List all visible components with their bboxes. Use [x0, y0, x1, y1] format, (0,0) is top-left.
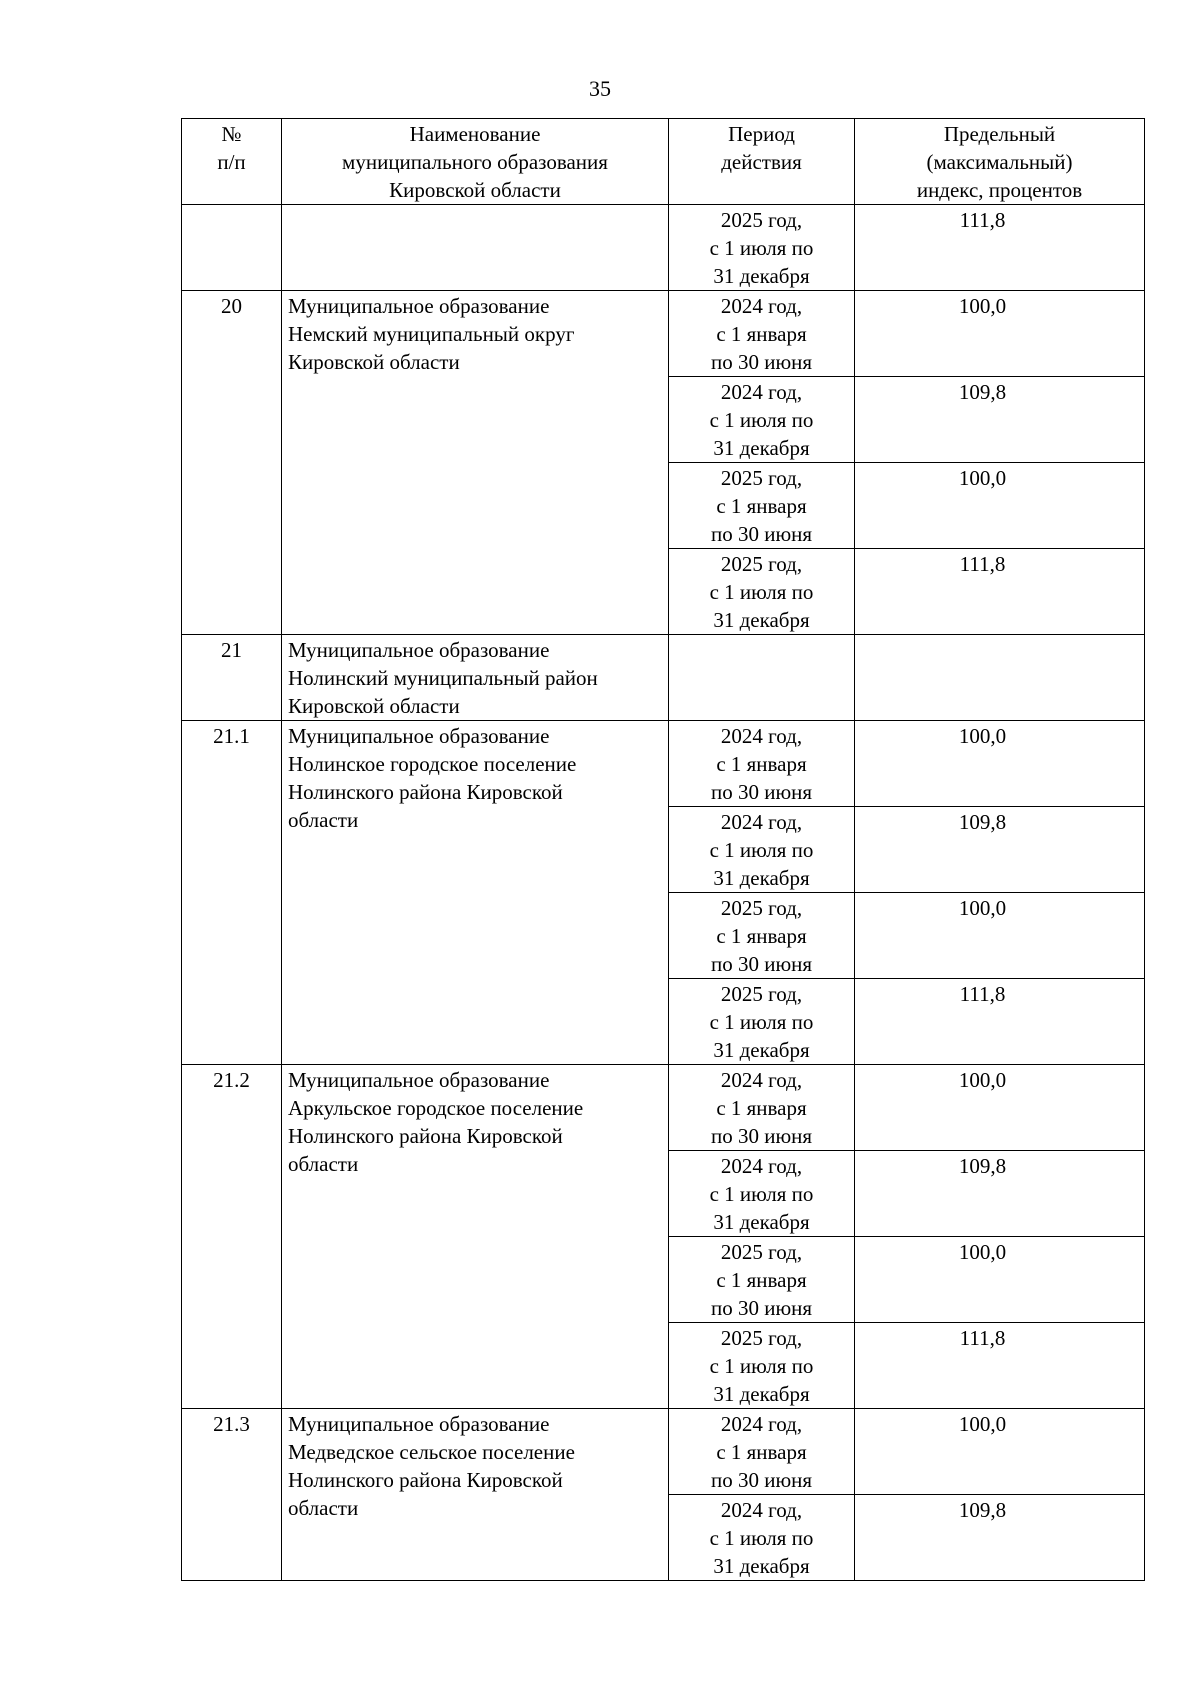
header-row [182, 119, 1145, 205]
period-cell: 2024 год, с 1 января по 30 июня [669, 1409, 855, 1495]
row-number-cell: 21.2 [182, 1065, 282, 1409]
municipality-name-cell: Муниципальное образование Медведское сельское поселение Нолинского района Кировской области [282, 1409, 669, 1581]
max-index-cell: 109,8 [855, 377, 1145, 463]
max-index-cell: 100,0 [855, 463, 1145, 549]
max-index-cell: 111,8 [855, 205, 1145, 291]
period-cell: 2025 год, с 1 января по 30 июня [669, 463, 855, 549]
table-row [182, 205, 1145, 291]
municipality-name-cell: Муниципальное образование Нолинский муниципальный район Кировской области [282, 635, 669, 721]
period-cell: 2024 год, с 1 июля по 31 декабря [669, 377, 855, 463]
max-index-cell: 100,0 [855, 291, 1145, 377]
table-row [182, 291, 1145, 377]
period-cell [669, 635, 855, 721]
max-index-cell: 111,8 [855, 1323, 1145, 1409]
period-cell: 2024 год, с 1 января по 30 июня [669, 291, 855, 377]
header-max-index: Предельный (максимальный) индекс, процентов [855, 119, 1145, 205]
period-cell: 2024 год, с 1 июля по 31 декабря [669, 1151, 855, 1237]
period-cell: 2024 год, с 1 января по 30 июня [669, 1065, 855, 1151]
row-number-cell: 20 [182, 291, 282, 635]
period-cell: 2025 год, с 1 июля по 31 декабря [669, 205, 855, 291]
max-index-cell: 109,8 [855, 807, 1145, 893]
row-number-cell: 21 [182, 635, 282, 721]
max-index-cell: 100,0 [855, 893, 1145, 979]
max-index-cell: 100,0 [855, 1409, 1145, 1495]
row-number-cell [182, 205, 282, 291]
max-index-cell [855, 635, 1145, 721]
period-cell: 2025 год, с 1 июля по 31 декабря [669, 1323, 855, 1409]
period-cell: 2024 год, с 1 июля по 31 декабря [669, 1495, 855, 1581]
max-index-cell: 109,8 [855, 1495, 1145, 1581]
row-number-cell: 21.3 [182, 1409, 282, 1581]
header-municipality-name: Наименование муниципального образования Кировской области [282, 119, 669, 205]
period-cell: 2025 год, с 1 июля по 31 декабря [669, 549, 855, 635]
max-index-cell: 100,0 [855, 1237, 1145, 1323]
table-row [182, 635, 1145, 721]
row-number-cell: 21.1 [182, 721, 282, 1065]
max-index-cell: 109,8 [855, 1151, 1145, 1237]
page-number: 35 [589, 76, 611, 101]
table-row [182, 1409, 1145, 1495]
municipality-name-cell: Муниципальное образование Немский муниципальный округ Кировской области [282, 291, 669, 635]
period-cell: 2024 год, с 1 июля по 31 декабря [669, 807, 855, 893]
table-header [182, 119, 1145, 205]
period-cell: 2025 год, с 1 января по 30 июня [669, 893, 855, 979]
table-row [182, 1065, 1145, 1151]
max-index-cell: 111,8 [855, 549, 1145, 635]
period-cell: 2025 год, с 1 июля по 31 декабря [669, 979, 855, 1065]
period-cell: 2024 год, с 1 января по 30 июня [669, 721, 855, 807]
max-index-cell: 100,0 [855, 1065, 1145, 1151]
header-period: Период действия [669, 119, 855, 205]
period-cell: 2025 год, с 1 января по 30 июня [669, 1237, 855, 1323]
municipality-name-cell: Муниципальное образование Нолинское городское поселение Нолинского района Кировской области [282, 721, 669, 1065]
header-number: № п/п [182, 119, 282, 205]
max-index-cell: 111,8 [855, 979, 1145, 1065]
tariff-index-table [181, 118, 1145, 1581]
max-index-cell: 100,0 [855, 721, 1145, 807]
table-body [182, 205, 1145, 1581]
municipality-name-cell [282, 205, 669, 291]
municipality-name-cell: Муниципальное образование Аркульское городское поселение Нолинского района Кировской области [282, 1065, 669, 1409]
table-row [182, 721, 1145, 807]
